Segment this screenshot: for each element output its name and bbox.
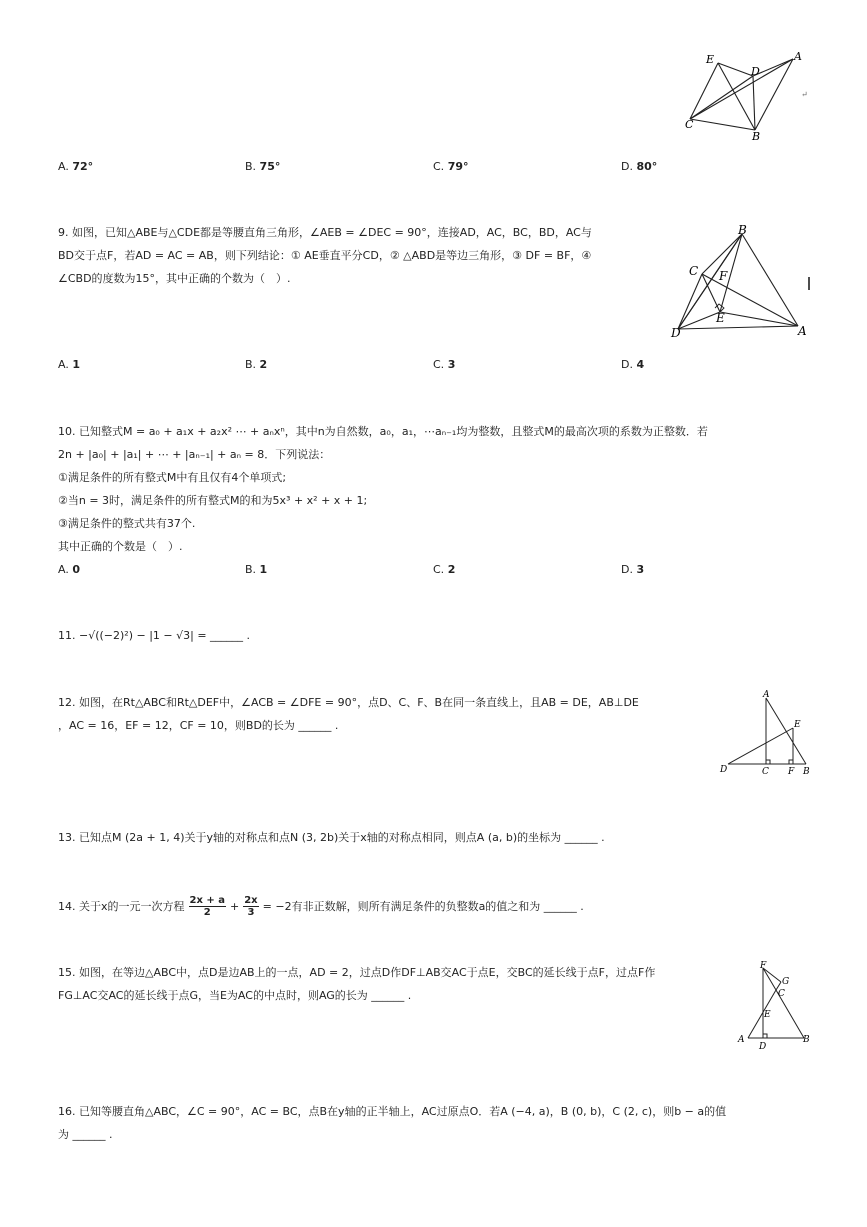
- q9-option-a-letter: A.: [58, 358, 69, 371]
- q15-label-a: A: [738, 1035, 745, 1045]
- q14-fraction-1-den: 2: [203, 906, 211, 918]
- q10-option-b-value: 1: [259, 563, 268, 576]
- q9-label-f: F: [719, 269, 728, 283]
- q12-label-b: B: [803, 767, 810, 777]
- q10-option-d-letter: D.: [621, 563, 633, 576]
- q8-label-d: D: [751, 65, 760, 78]
- q8-option-b-value: 75°: [259, 160, 281, 173]
- q12-line-2: ，AC = 16，EF = 12，CF = 10，则BD的长为 ______ .: [58, 719, 339, 732]
- q12-label-c: C: [762, 767, 769, 777]
- q8-figure: [680, 48, 810, 143]
- q14-fraction-2: [243, 895, 258, 918]
- q10-line-5: ③满足条件的整式共有37个.: [58, 517, 196, 530]
- q15-label-f: F: [760, 961, 767, 971]
- q8-option-d-value: 80°: [636, 160, 658, 173]
- q9-line-2: BD交于点F，若AD = AC = AB，则下列结论：① AE垂直平分CD，② △ABD是等边三角形，③ DF = BF，④: [58, 249, 592, 262]
- q15-label-e: E: [764, 1010, 771, 1020]
- q15-label-c: C: [778, 989, 785, 999]
- q8-option-a[interactable]: [58, 160, 93, 173]
- q9-label-d: D: [671, 326, 681, 340]
- q8-option-c-letter: C.: [433, 160, 445, 173]
- q10-option-a-value: 0: [72, 563, 80, 576]
- q9-line-3: ∠CBD的度数为15°，其中正确的个数为（ ）.: [58, 272, 291, 285]
- q9-option-d-value: 4: [636, 358, 645, 371]
- q11-text: 11. −√((−2)²) − |1 − √3| = ______ .: [58, 629, 251, 642]
- q15-line-1: 15. 如图，在等边△ABC中，点D是边AB上的一点，AD = 2，过点D作DF⊥AB交AC于点E，交BC的延长线于点F，过点F作: [58, 966, 656, 979]
- q10-option-a[interactable]: [58, 563, 80, 576]
- q8-return-mark: ↵: [801, 90, 808, 99]
- q12-line-1: 12. 如图，在Rt△ABC和Rt△DEF中，∠ACB = ∠DFE = 90°，点D、C、F、B在同一条直线上，且AB = DE，AB⊥DE: [58, 696, 639, 709]
- q10-line-4: ②当n = 3时，满足条件的所有整式M的和为5x³ + x² + x + 1;: [58, 494, 368, 507]
- q10-option-d-value: 3: [636, 563, 645, 576]
- q10-option-c-letter: C.: [433, 563, 445, 576]
- q8-option-a-letter: A.: [58, 160, 69, 173]
- q15-label-g: G: [782, 977, 790, 987]
- q14-text-post: = −2有非正数解，则所有满足条件的负整数a的值之和为 ______ .: [262, 900, 584, 913]
- q9-label-a: A: [798, 324, 807, 338]
- q8-option-b-letter: B.: [245, 160, 257, 173]
- q10-line-3: ①满足条件的所有整式M中有且仅有4个单项式;: [58, 471, 287, 484]
- q15-label-b: B: [803, 1035, 810, 1045]
- q8-option-a-value: 72°: [72, 160, 94, 173]
- q14-line: [58, 891, 584, 921]
- q15-line-2: FG⊥AC交AC的延长线于点G，当E为AC的中点时，则AG的长为 ______ .: [58, 989, 412, 1002]
- q8-label-e: E: [706, 53, 715, 66]
- q9-option-a[interactable]: [58, 358, 80, 371]
- q10-line-2: 2n + |a₀| + |a₁| + ⋯ + |aₙ₋₁| + aₙ = 8．下列说法：: [58, 448, 331, 461]
- q9-figure: [668, 222, 818, 344]
- q12-label-e: E: [794, 720, 801, 730]
- q14-text-pre: 14. 关于x的一元一次方程: [58, 900, 185, 913]
- q9-option-b-value: 2: [259, 358, 268, 371]
- q13-text: 13. 已知点M (2a + 1, 4)关于y轴的对称点和点N (3, 2b)关于x轴的对称点相同，则点A (a, b)的坐标为 ______ .: [58, 831, 605, 844]
- q10-option-b-letter: B.: [245, 563, 257, 576]
- q8-label-c: C: [685, 118, 694, 131]
- q12-label-a: A: [763, 690, 770, 700]
- q9-option-c-value: 3: [447, 358, 456, 371]
- q8-option-b[interactable]: [245, 160, 280, 173]
- q8-label-a: A: [794, 50, 802, 63]
- q14-fraction-2-num: 2x: [244, 894, 258, 906]
- q14-fraction-1: [189, 895, 227, 918]
- q10-line-6: 其中正确的个数是（ ）.: [58, 540, 183, 553]
- q15-figure: [734, 958, 816, 1054]
- q9-line-1: 9. 如图，已知△ABE与△CDE都是等腰直角三角形，∠AEB = ∠DEC = 90°，连接AD，AC，BC，BD，AC与: [58, 226, 592, 239]
- q9-label-b: B: [738, 223, 747, 237]
- q8-option-c-value: 79°: [447, 160, 469, 173]
- q8-option-c[interactable]: [433, 160, 469, 173]
- q10-option-c-value: 2: [447, 563, 456, 576]
- q9-option-d-letter: D.: [621, 358, 633, 371]
- q8-label-b: B: [752, 130, 761, 143]
- q9-option-a-value: 1: [72, 358, 80, 371]
- q9-label-c: C: [689, 264, 699, 278]
- q12-figure: [716, 686, 816, 778]
- q14-fraction-2-den: 3: [247, 906, 255, 918]
- q10-option-c[interactable]: [433, 563, 455, 576]
- q9-option-c[interactable]: [433, 358, 455, 371]
- q10-option-d[interactable]: [621, 563, 644, 576]
- q8-option-d-letter: D.: [621, 160, 633, 173]
- q9-option-b[interactable]: [245, 358, 267, 371]
- q9-option-b-letter: B.: [245, 358, 257, 371]
- q9-option-d[interactable]: [621, 358, 644, 371]
- q14-fraction-1-num: 2x + a: [189, 894, 225, 906]
- q10-option-a-letter: A.: [58, 563, 69, 576]
- q16-line-2: 为 ______ .: [58, 1128, 113, 1141]
- q12-label-f: F: [788, 767, 795, 777]
- q9-label-e: E: [716, 311, 725, 325]
- q15-label-d: D: [759, 1042, 767, 1052]
- q16-line-1: 16. 已知等腰直角△ABC，∠C = 90°，AC = BC，点B在y轴的正半轴上，AC过原点O．若A (−4, a)，B (0, b)，C (2, c)，则b − a的值: [58, 1105, 727, 1118]
- q10-option-b[interactable]: [245, 563, 267, 576]
- q9-option-c-letter: C.: [433, 358, 445, 371]
- q10-line-1: 10. 已知整式M = a₀ + a₁x + a₂x² ⋯ + aₙxⁿ，其中n为自然数，a₀，a₁，⋯aₙ₋₁均为整数，且整式M的最高次项的系数为正整数．若: [58, 425, 708, 438]
- q14-plus: +: [230, 899, 240, 913]
- q12-label-d: D: [720, 765, 728, 775]
- q8-option-d[interactable]: [621, 160, 657, 173]
